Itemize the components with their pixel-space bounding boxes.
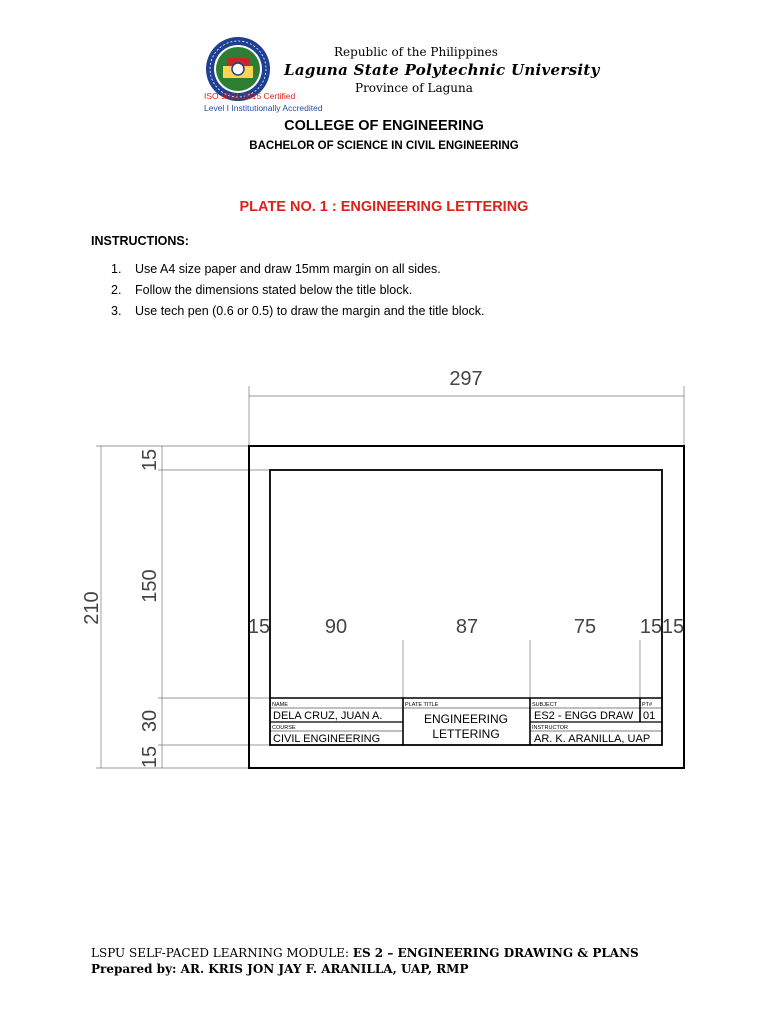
college-name: COLLEGE OF ENGINEERING	[284, 118, 484, 134]
instruction-item	[111, 304, 485, 325]
instruction-item	[111, 283, 485, 304]
plate-no-value: 01	[643, 710, 656, 722]
province-line: Province of Laguna	[355, 81, 473, 95]
prepared-by: AR. KRIS JON JAY F. ARANILLA, UAP, RMP	[180, 962, 469, 976]
instruction-text: Follow the dimensions stated below the title block.	[135, 283, 413, 297]
republic-line: Republic of the Philippines	[334, 45, 498, 59]
program-name: BACHELOR OF SCIENCE IN CIVIL ENGINEERING	[249, 140, 519, 152]
instruction-text: Use tech pen (0.6 or 0.5) to draw the margin and the title block.	[135, 304, 485, 318]
iso-certification: ISO 9001:2015 Certified	[204, 91, 296, 101]
dim-top-margin: 15	[139, 448, 161, 472]
university-name: Laguna State Polytechnic University	[284, 61, 600, 79]
dim-height: 210	[81, 591, 103, 625]
instruction-number: 2.	[111, 283, 122, 297]
instruction-item	[111, 262, 485, 283]
module-line	[91, 946, 639, 960]
course-label: COURSE	[272, 725, 296, 731]
plate-title-label: PLATE TITLE	[405, 702, 439, 708]
dim-bottom-margin: 15	[139, 745, 161, 769]
instruction-text: Use A4 size paper and draw 15mm margin on all sides.	[135, 262, 441, 276]
name-value: DELA CRUZ, JUAN A.	[273, 710, 383, 722]
dim-col-subject: 75	[573, 616, 597, 638]
prepared-prefix: Prepared by:	[91, 962, 181, 976]
subject-value: ES2 - ENGG DRAW	[534, 710, 634, 722]
plate-drawing	[46, 338, 718, 788]
plate-title-line2: LETTERING	[432, 727, 500, 741]
dim-col-left-margin: 15	[247, 616, 271, 638]
dim-col-name: 90	[324, 616, 348, 638]
instructions-heading: INSTRUCTIONS:	[91, 234, 189, 248]
subject-label: SUBJECT	[532, 702, 558, 708]
course-value: CIVIL ENGINEERING	[273, 733, 381, 745]
plate-no-label: PT#	[642, 702, 653, 708]
dim-block: 30	[139, 709, 161, 733]
dim-col-right-margin: 15	[661, 616, 685, 638]
instructor-value: AR. K. ARANILLA, UAP	[534, 733, 651, 745]
instruction-number: 1.	[111, 262, 122, 276]
accreditation-level: Level I Institutionally Accredited	[204, 103, 323, 113]
module-prefix: LSPU SELF-PACED LEARNING MODULE:	[91, 946, 353, 960]
instructions-list	[111, 262, 485, 325]
plate-title: PLATE NO. 1 : ENGINEERING LETTERING	[239, 199, 529, 215]
name-label: NAME	[272, 702, 288, 708]
prepared-line	[91, 962, 468, 976]
dim-width: 297	[449, 368, 483, 390]
instructor-label: INSTRUCTOR	[532, 725, 568, 731]
instruction-number: 3.	[111, 304, 122, 318]
dim-col-plate: 15	[639, 616, 663, 638]
dim-col-title: 87	[455, 616, 479, 638]
dim-frame: 150	[139, 569, 161, 603]
module-title: ES 2 – ENGINEERING DRAWING & PLANS	[352, 946, 639, 960]
plate-title-line1: ENGINEERING	[423, 712, 509, 726]
